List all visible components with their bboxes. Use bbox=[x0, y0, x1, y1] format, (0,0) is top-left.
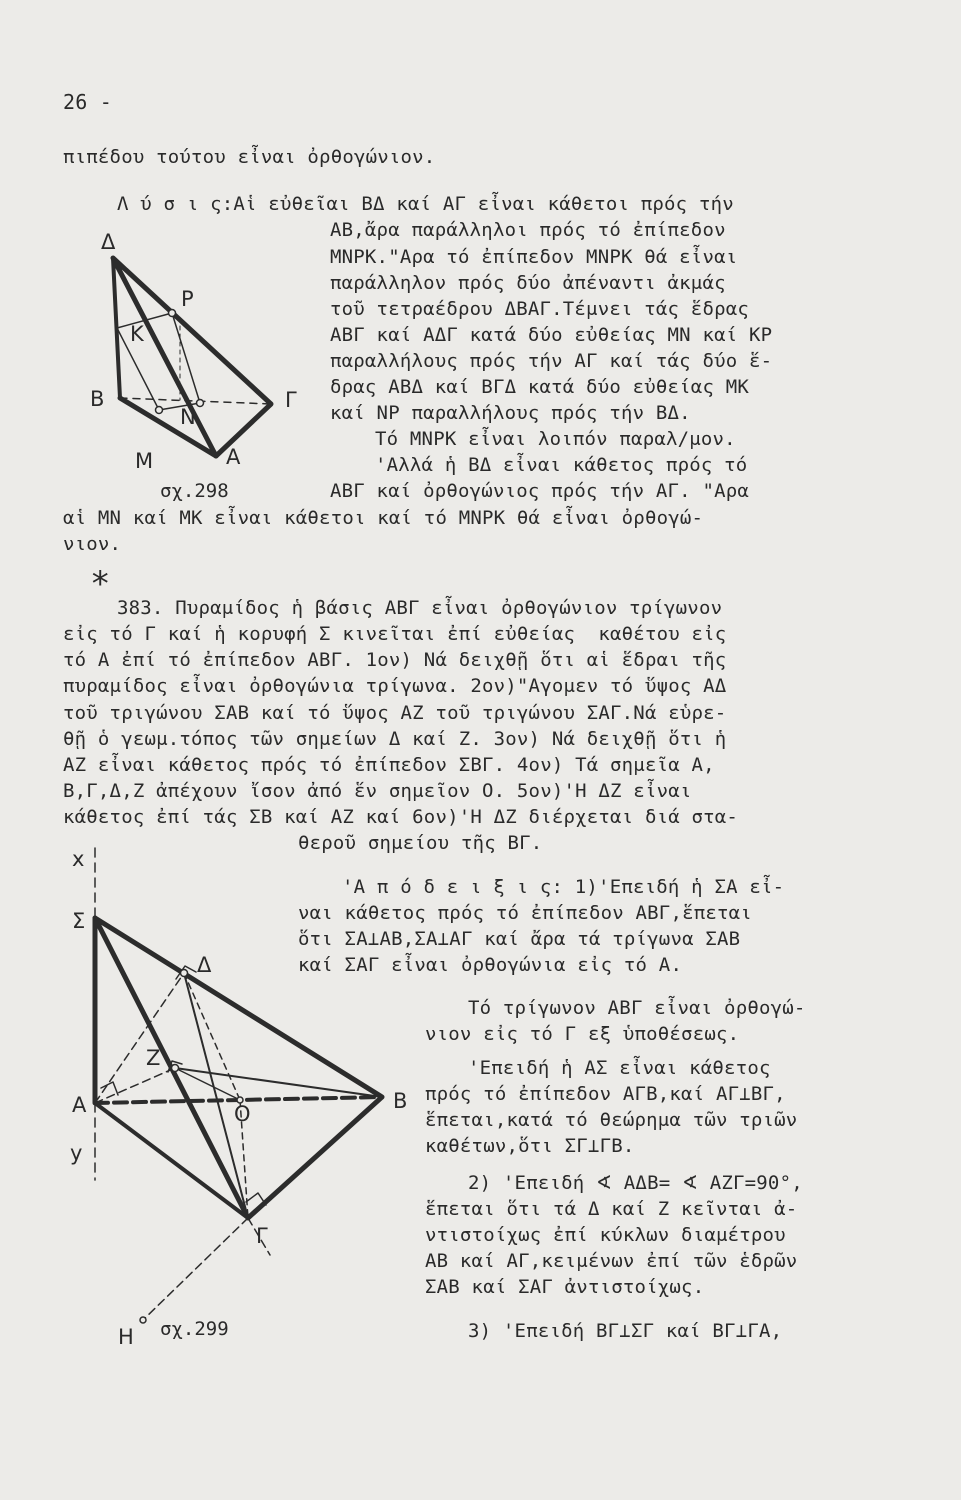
figure-label: A bbox=[72, 1093, 87, 1117]
problem-line: ΑΖ εἶναι κάθετος πρός τό ἐπίπεδον ΣΒΓ. 4ον) Τά σημεῖα Α, bbox=[63, 754, 715, 776]
solution-line: Λ ύ σ ι ς:Αἱ εὐθεῖαι ΒΔ καί ΑΓ εἶναι κάθετοι πρός τήν bbox=[117, 193, 734, 215]
solution-line: παράλληλον πρός δύο ἀπέναντι ἀκμάς bbox=[330, 272, 726, 294]
proof-line: ντιστοίχως ἐπί κύκλων διαμέτρου bbox=[425, 1224, 786, 1246]
proof-line: Τό τρίγωνον ΑΒΓ εἶναι ὀρθογώ- bbox=[468, 997, 806, 1019]
figure-label: y bbox=[70, 1141, 83, 1165]
problem-line: Β,Γ,Δ,Ζ ἀπέχουν ἴσον ἀπό ἕν σημεῖον Ο. 5ον)'Η ΔΖ εἶναι bbox=[63, 780, 692, 802]
problem-line: 383. Πυραμίδος ἡ βάσις ΑΒΓ εἶναι ὀρθογώνιον τρίγωνον bbox=[117, 597, 723, 619]
figure-label: Γ bbox=[256, 1224, 268, 1248]
solution-line: ΑΒ,ἄρα παράλληλοι πρός τό ἐπίπεδον bbox=[330, 219, 726, 241]
solution-line: ΜΝΡΚ."Αρα τό ἐπίπεδον ΜΝΡΚ θά εἶναι bbox=[330, 246, 738, 268]
proof-line: ὅτι ΣΑ⊥ΑΒ,ΣΑ⊥ΑΓ καί ἄρα τά τρίγωνα ΣΑΒ bbox=[298, 928, 741, 950]
proof-line: καθέτων,ὅτι ΣΓ⊥ΓΒ. bbox=[425, 1135, 635, 1157]
figure-298-caption: σχ.298 bbox=[160, 480, 229, 502]
proof-line: ΣΑΒ καί ΣΑΓ ἀντιστοίχως. bbox=[425, 1276, 705, 1298]
solution-line: νιον. bbox=[63, 533, 122, 555]
solution-line: ΑΒΓ καί ΑΔΓ κατά δύο εὐθείας ΜΝ καί ΚΡ bbox=[330, 324, 773, 346]
problem-line: θῇ ὁ γεωμ.τόπος τῶν σημείων Δ καί Ζ. 3ον) Νά δειχθῇ ὅτι ἡ bbox=[63, 728, 727, 750]
solution-line: δρας ΑΒΔ καί ΒΓΔ κατά δύο εὐθείας ΜΚ bbox=[330, 376, 750, 398]
figure-label: Γ bbox=[285, 388, 297, 412]
problem-line: πυραμίδος εἶναι ὀρθογώνια τρίγωνα. 2ον)"Αγομεν τό ὕψος ΑΔ bbox=[63, 675, 727, 697]
problem-line: τό Α ἐπί τό ἐπίπεδον ΑΒΓ. 1ον) Νά δειχθῇ ὅτι αἱ ἕδραι τῆς bbox=[63, 649, 727, 671]
figure-label: B bbox=[393, 1089, 408, 1113]
solution-line: παραλλήλους πρός τήν ΑΓ καί τάς δύο ἕ- bbox=[330, 350, 773, 372]
solution-line: 'Αλλά ἡ ΒΔ εἶναι κάθετος πρός τό bbox=[375, 454, 748, 476]
figure-label: Z bbox=[146, 1046, 161, 1070]
proof-line: 'Α π ό δ ε ι ξ ι ς: 1)'Επειδή ἡ ΣΑ εἶ- bbox=[342, 876, 785, 898]
proof-line: 3) 'Επειδή ΒΓ⊥ΣΓ καί ΒΓ⊥ΓΑ, bbox=[468, 1320, 783, 1342]
proof-line: καί ΣΑΓ εἶναι ὀρθογώνια εἰς τό Α. bbox=[298, 954, 683, 976]
proof-line: ἕπεται,κατά τό θεώρημα τῶν τριῶν bbox=[425, 1109, 798, 1131]
figure-label: H bbox=[118, 1325, 134, 1349]
figure-298 bbox=[0, 0, 961, 560]
solution-line: Τό ΜΝΡΚ εἶναι λοιπόν παραλ/μον. bbox=[375, 428, 736, 450]
figure-label: K bbox=[130, 322, 144, 346]
figure-299-caption: σχ.299 bbox=[160, 1318, 229, 1340]
figure-label: A bbox=[226, 445, 241, 469]
solution-line: τοῦ τετραέδρου ΔΒΑΓ.Τέμνει τάς ἕδρας bbox=[330, 298, 750, 320]
proof-line: 2) 'Επειδή ∢ ΑΔΒ= ∢ ΑΖΓ=90°, bbox=[468, 1172, 803, 1194]
problem-line: εἰς τό Γ καί ἡ κορυφή Σ κινεῖται ἐπί εὐθείας καθέτου εἰς bbox=[63, 623, 727, 645]
proof-line: 'Επειδή ἡ ΑΣ εἶναι κάθετος bbox=[468, 1057, 771, 1079]
proof-line: ναι κάθετος πρός τό ἐπίπεδον ΑΒΓ,ἕπεται bbox=[298, 902, 752, 924]
figure-label: x bbox=[72, 847, 85, 871]
proof-line: νιον εἰς τό Γ εξ ὑποθέσεως. bbox=[425, 1023, 740, 1045]
figure-label: N bbox=[180, 405, 196, 429]
figure-label: Δ bbox=[197, 953, 212, 977]
figure-label: O bbox=[234, 1102, 251, 1126]
proof-line: ΑΒ καί ΑΓ,κειμένων ἐπί τῶν ἑδρῶν bbox=[425, 1250, 798, 1272]
figure-label: M bbox=[135, 449, 154, 473]
page-number: 26 - bbox=[63, 90, 112, 114]
problem-line: τοῦ τριγώνου ΣΑΒ καί τό ὕψος ΑΖ τοῦ τριγώνου ΣΑΓ.Νά εὑρε- bbox=[63, 702, 727, 724]
proof-line: ἕπεται ὅτι τά Δ καί Ζ κεῖνται ἀ- bbox=[425, 1198, 798, 1220]
figure-label: B bbox=[90, 387, 105, 411]
problem-line: κάθετος ἐπί τάς ΣΒ καί ΑΖ καί 6ον)'Η ΔΖ διέρχεται διά στα- bbox=[63, 806, 739, 828]
solution-line: καί ΝΡ παραλλήλους πρός τήν ΒΔ. bbox=[330, 402, 691, 424]
figure-label: P bbox=[181, 287, 194, 311]
solution-line: αἱ ΜΝ καί ΜΚ εἶναι κάθετοι καί τό ΜΝΡΚ θά εἶναι ὀρθογώ- bbox=[63, 507, 704, 529]
solution-line: ΑΒΓ καί ὀρθογώνιος πρός τήν ΑΓ. "Αρα bbox=[330, 480, 750, 502]
intro-line: πιπέδου τούτου εἶναι ὀρθογώνιον. bbox=[63, 146, 436, 168]
problem-line: θεροῦ σημείου τῆς ΒΓ. bbox=[298, 832, 543, 854]
proof-line: πρός τό ἐπίπεδον ΑΓΒ,καί ΑΓ⊥ΒΓ, bbox=[425, 1083, 786, 1105]
figure-label: Σ bbox=[72, 909, 86, 933]
figure-299 bbox=[0, 840, 961, 1360]
star-mark: * bbox=[90, 564, 111, 604]
figure-label: Δ bbox=[101, 230, 116, 254]
